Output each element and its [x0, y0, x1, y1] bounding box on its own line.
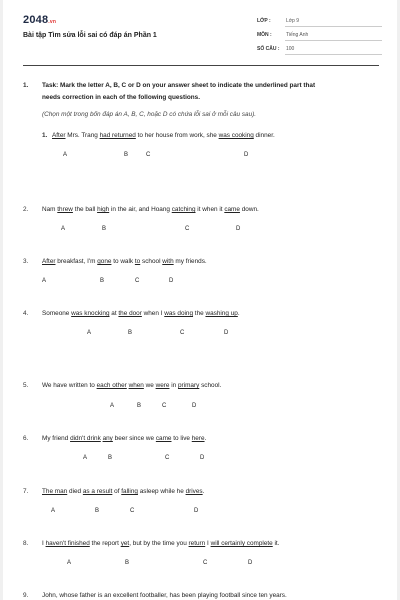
question-number: 6.: [23, 435, 29, 442]
option-label-a: A: [51, 508, 56, 514]
task-note: (Chọn một trong bốn đáp án A, B, C, hoặc D có chứa lỗi sai ở mỗi câu sau).: [42, 111, 257, 118]
question-text: [42, 435, 206, 442]
option-label-b: B: [108, 455, 113, 461]
option-label-a: A: [63, 152, 68, 158]
option-label-c: C: [130, 508, 135, 514]
sentence-fragment: .: [202, 488, 205, 495]
sentence-fragment: the: [193, 310, 206, 317]
question-number: 7.: [23, 488, 29, 495]
sentence-fragment: of: [112, 488, 122, 495]
option-label-c: C: [165, 455, 170, 461]
option-label-a: A: [87, 330, 92, 336]
option-label-d: D: [244, 152, 249, 158]
option-label-a: A: [42, 278, 47, 284]
option-label-b: B: [95, 508, 100, 514]
question-text: [42, 206, 259, 213]
question-number: 5.: [23, 382, 29, 389]
question-number: 4.: [23, 310, 29, 317]
sentence-fragment: it.: [272, 540, 280, 547]
option-label-d: D: [224, 330, 229, 336]
site-logo[interactable]: 2048.vn: [23, 14, 57, 26]
underlined-part: gone: [97, 258, 112, 265]
sentence-fragment: .: [204, 435, 207, 442]
underlined-part: each other: [96, 382, 127, 389]
question-text: [42, 488, 204, 495]
option-label-b: B: [100, 278, 105, 284]
underlined-part: drives: [185, 488, 203, 495]
question-text: [42, 258, 207, 265]
sentence-fragment: I: [205, 540, 211, 547]
question-number: 8.: [23, 540, 29, 547]
underlined-part: haven't finished: [45, 540, 90, 547]
option-label-d: D: [192, 403, 197, 409]
sentence-fragment: to live: [171, 435, 192, 442]
sentence-fragment: my friends.: [173, 258, 207, 265]
sentence-fragment: .: [237, 310, 240, 317]
underlined-part: primary: [177, 382, 200, 389]
sentence-fragment: in: [169, 382, 178, 389]
sentence-fragment: Mrs. Trang: [65, 132, 100, 139]
option-label-c: C: [203, 560, 208, 566]
option-label-d: D: [169, 278, 174, 284]
option-label-a: A: [61, 226, 66, 232]
sentence-fragment: Someone: [42, 310, 72, 317]
underlined-part: washing up: [205, 310, 238, 317]
sentence-fragment: I: [42, 540, 46, 547]
question-number: 1.: [42, 132, 48, 139]
sentence-fragment: died: [67, 488, 83, 495]
meta-label: LỚP :: [257, 18, 271, 24]
underlined-part: After: [52, 132, 66, 139]
underlined-part: when: [128, 382, 144, 389]
underlined-part: had returned: [99, 132, 136, 139]
question-text: [42, 382, 221, 389]
underlined-part: was doing: [164, 310, 194, 317]
task-instruction-line-1: Task: Mark the letter A, B, C or D on your answer sheet to indicate the underlined part that: [42, 82, 316, 89]
meta-value: Tiếng Anh: [286, 32, 309, 38]
underlined-part: came: [155, 435, 172, 442]
underlined-part: were: [155, 382, 170, 389]
underlined-part: here: [191, 435, 205, 442]
underlined-part: with: [162, 258, 174, 265]
underlined-part: falling: [121, 488, 138, 495]
option-label-d: D: [194, 508, 199, 514]
sentence-fragment: the ball: [72, 206, 98, 213]
sentence-fragment: John, whose father is an excellent footballer, has been playing football since ten years.: [42, 592, 287, 599]
underlined-part: will certainly complete: [210, 540, 273, 547]
sentence-fragment: we: [143, 382, 156, 389]
underlined-part: The man: [42, 488, 68, 495]
sentence-fragment: at: [109, 310, 119, 317]
option-label-d: D: [248, 560, 253, 566]
underlined-part: threw: [57, 206, 73, 213]
question-text: [42, 310, 240, 317]
option-label-c: C: [135, 278, 140, 284]
sentence-fragment: the report: [89, 540, 121, 547]
underlined-part: catching: [171, 206, 196, 213]
question-text: [52, 132, 275, 139]
question-text: [42, 592, 287, 599]
meta-label: SỐ CÂU :: [257, 46, 280, 52]
option-label-a: A: [110, 403, 115, 409]
underlined-part: the door: [118, 310, 142, 317]
option-label-c: C: [146, 152, 151, 158]
question-number: 2.: [23, 206, 29, 213]
option-label-c: C: [180, 330, 185, 336]
underlined-part: didn't drink: [70, 435, 101, 442]
question-number: 9.: [23, 592, 29, 599]
task-number: 1.: [23, 82, 29, 89]
option-label-a: A: [83, 455, 88, 461]
underlined-part: as a result: [82, 488, 113, 495]
underlined-part: return: [188, 540, 206, 547]
option-label-b: B: [124, 152, 129, 158]
question-number: 3.: [23, 258, 29, 265]
option-label-a: A: [67, 560, 72, 566]
header-divider: [23, 65, 379, 66]
sentence-fragment: school: [140, 258, 163, 265]
sentence-fragment: We have written to: [42, 382, 97, 389]
sentence-fragment: it when it: [195, 206, 225, 213]
sentence-fragment: My friend: [42, 435, 71, 442]
sentence-fragment: in the air, and Hoang: [109, 206, 172, 213]
option-label-b: B: [128, 330, 133, 336]
sentence-fragment: school.: [199, 382, 222, 389]
option-label-b: B: [125, 560, 130, 566]
sentence-fragment: Nam: [42, 206, 58, 213]
underlined-part: high: [97, 206, 110, 213]
underlined-part: came: [224, 206, 240, 213]
meta-value: Lớp 9: [286, 18, 300, 24]
underlined-part: was knocking: [71, 310, 110, 317]
underlined-part: was cooking: [218, 132, 254, 139]
option-label-d: D: [236, 226, 241, 232]
underlined-part: yet: [120, 540, 130, 547]
sentence-fragment: down.: [239, 206, 259, 213]
option-label-b: B: [137, 403, 142, 409]
task-instruction-line-2: needs correction in each of the following questions.: [42, 94, 201, 101]
page-title: Bài tập Tìm sửa lỗi sai có đáp án Phần 1: [23, 32, 157, 39]
sentence-fragment: breakfast, I'm: [55, 258, 98, 265]
option-label-c: C: [162, 403, 167, 409]
sentence-fragment: asleep while he: [137, 488, 186, 495]
option-label-c: C: [185, 226, 190, 232]
meta-label: MÔN :: [257, 32, 272, 38]
underlined-part: to: [134, 258, 141, 265]
sentence-fragment: dinner.: [253, 132, 275, 139]
sentence-fragment: to her house from work, she: [135, 132, 219, 139]
sentence-fragment: when I: [141, 310, 165, 317]
sentence-fragment: beer since we: [112, 435, 156, 442]
underlined-part: After: [42, 258, 56, 265]
option-label-b: B: [102, 226, 107, 232]
sentence-fragment: to walk: [111, 258, 135, 265]
sentence-fragment: , but by the time you: [129, 540, 189, 547]
question-text: [42, 540, 279, 547]
option-label-d: D: [200, 455, 205, 461]
underlined-part: any: [102, 435, 113, 442]
document-page: [3, 0, 397, 600]
meta-value: 100: [286, 46, 295, 52]
